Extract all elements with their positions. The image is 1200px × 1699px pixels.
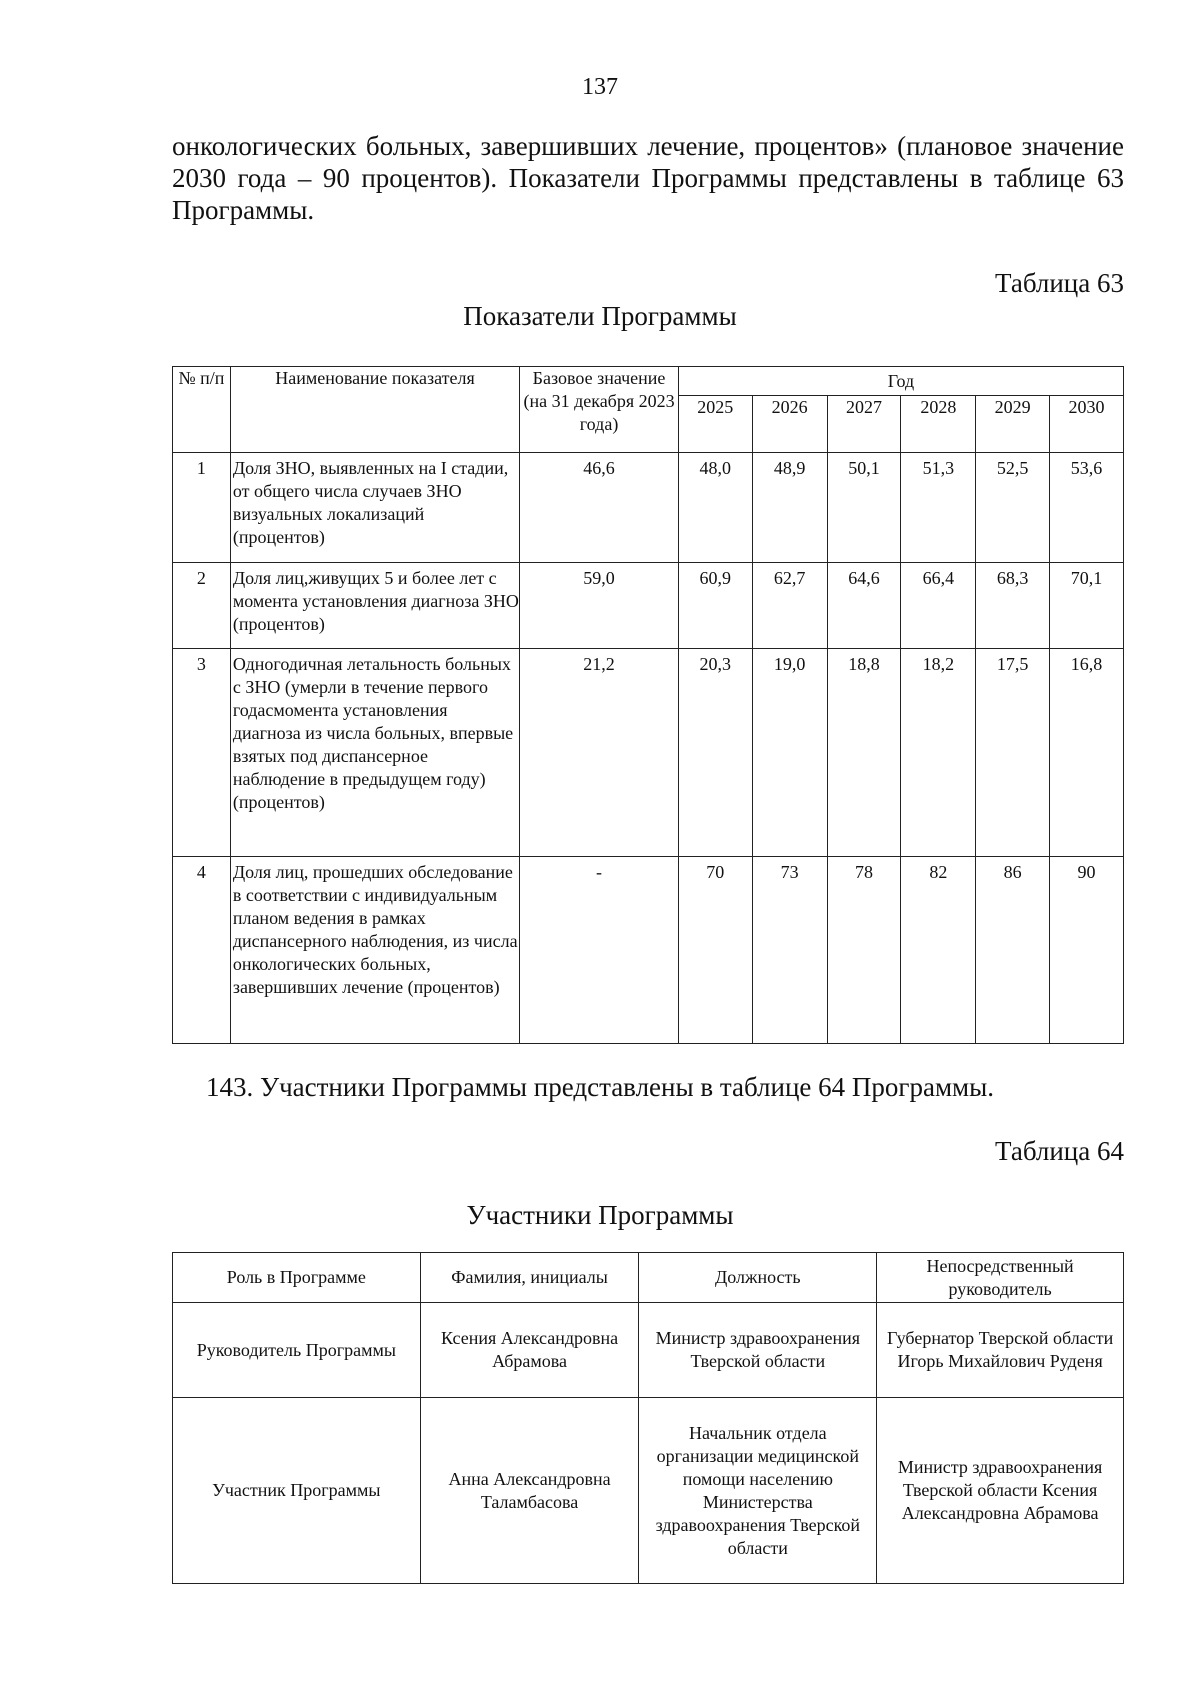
row-name: Одногодичная летальность больных с ЗНО (умерли в течение первого годасмомента установления диагноза из числа больных, впервые взятых под диспансерное наблюдение в предыдущем году) (процентов)	[230, 649, 519, 857]
page-number: 137	[582, 74, 618, 100]
row-value: 86	[976, 857, 1050, 1044]
row-value: 20,3	[678, 649, 752, 857]
row-value: 82	[901, 857, 976, 1044]
row-value: 50,1	[827, 453, 901, 563]
row-value: 62,7	[752, 563, 827, 649]
table-row	[173, 1398, 1124, 1584]
table-63-label: Таблица 63	[995, 268, 1124, 298]
header-base: Базовое значение (на 31 декабря 2023 года)	[520, 367, 679, 453]
row-value: 16,8	[1050, 649, 1124, 857]
row-name: Доля лиц, прошедших обследование в соответствии с индивидуальным планом ведения в рамках диспансерного наблюдения, из числа онкологических больных, завершивших лечение (процентов)	[230, 857, 519, 1044]
indicators-table	[172, 366, 1124, 1044]
header-position: Должность	[639, 1253, 877, 1303]
row-value: 90	[1050, 857, 1124, 1044]
row-value: 78	[827, 857, 901, 1044]
table-row	[173, 563, 1124, 649]
row-value: 48,0	[678, 453, 752, 563]
cell-position: Начальник отдела организации медицинской помощи населению Министерства здравоохранения Тверской области	[639, 1398, 877, 1584]
row-name: Доля ЗНО, выявленных на I стадии, от общего числа случаев ЗНО визуальных локализаций (процентов)	[230, 453, 519, 563]
section-143-paragraph: 143. Участники Программы представлены в таблице 64 Программы.	[205, 1072, 995, 1102]
table-63-title: Показатели Программы	[463, 301, 737, 331]
table-64-title: Участники Программы	[466, 1200, 734, 1230]
header-num: № п/п	[173, 367, 231, 453]
cell-position: Министр здравоохранения Тверской области	[639, 1303, 877, 1398]
table-64-label: Таблица 64	[995, 1136, 1124, 1166]
row-value: 60,9	[678, 563, 752, 649]
table-row	[173, 453, 1124, 563]
row-name: Доля лиц,живущих 5 и более лет с момента установления диагноза ЗНО (процентов)	[230, 563, 519, 649]
header-year-2027: 2027	[827, 396, 901, 453]
row-value: 53,6	[1050, 453, 1124, 563]
cell-supervisor: Министр здравоохранения Тверской области Ксения Александровна Абрамова	[877, 1398, 1124, 1584]
row-value: 70,1	[1050, 563, 1124, 649]
cell-role: Участник Программы	[173, 1398, 421, 1584]
row-value: 19,0	[752, 649, 827, 857]
row-num: 4	[173, 857, 231, 1044]
row-value: 18,2	[901, 649, 976, 857]
row-num: 3	[173, 649, 231, 857]
row-value: 64,6	[827, 563, 901, 649]
cell-role: Руководитель Программы	[173, 1303, 421, 1398]
header-year: Год	[678, 367, 1123, 396]
row-value: 17,5	[976, 649, 1050, 857]
row-num: 2	[173, 563, 231, 649]
header-year-2029: 2029	[976, 396, 1050, 453]
header-name: Наименование показателя	[230, 367, 519, 453]
header-year-2025: 2025	[678, 396, 752, 453]
row-value: 18,8	[827, 649, 901, 857]
row-base: -	[520, 857, 679, 1044]
header-year-2026: 2026	[752, 396, 827, 453]
cell-fullname: Ксения Александровна Абрамова	[420, 1303, 639, 1398]
row-value: 70	[678, 857, 752, 1044]
participants-table	[172, 1252, 1124, 1584]
header-fullname: Фамилия, инициалы	[420, 1253, 639, 1303]
table-row	[173, 649, 1124, 857]
header-supervisor: Непосредственный руководитель	[877, 1253, 1124, 1303]
row-value: 66,4	[901, 563, 976, 649]
table-row	[173, 1303, 1124, 1398]
row-base: 46,6	[520, 453, 679, 563]
row-num: 1	[173, 453, 231, 563]
row-value: 51,3	[901, 453, 976, 563]
row-base: 21,2	[520, 649, 679, 857]
cell-fullname: Анна Александровна Таламбасова	[420, 1398, 639, 1584]
intro-paragraph: онкологических больных, завершивших лечение, процентов» (плановое значение 2030 года – 90 процентов). Показатели Программы представлены в таблице 63 Программы.	[172, 131, 1124, 225]
row-base: 59,0	[520, 563, 679, 649]
header-role: Роль в Программе	[173, 1253, 421, 1303]
header-year-2030: 2030	[1050, 396, 1124, 453]
row-value: 52,5	[976, 453, 1050, 563]
table-row	[173, 857, 1124, 1044]
cell-supervisor: Губернатор Тверской области Игорь Михайлович Руденя	[877, 1303, 1124, 1398]
row-value: 68,3	[976, 563, 1050, 649]
row-value: 48,9	[752, 453, 827, 563]
row-value: 73	[752, 857, 827, 1044]
header-year-2028: 2028	[901, 396, 976, 453]
